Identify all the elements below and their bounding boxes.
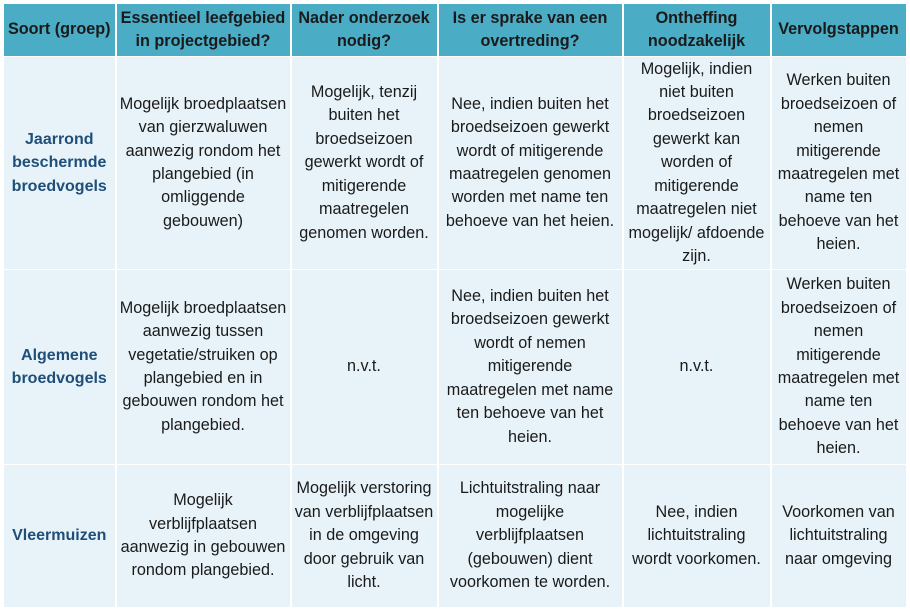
- onderzoek-cell: Mogelijk verstoring van verblijfplaatsen in de omgeving door gebruik van licht.: [291, 465, 438, 608]
- header-ontheffing: Ontheffing noodzakelijk: [623, 4, 771, 57]
- table-row: [4, 270, 907, 465]
- vervolg-cell: Werken buiten broedseizoen of nemen mitigerende maatregelen met name ten behoeve van het heien.: [771, 57, 907, 270]
- overtreding-cell: Nee, indien buiten het broedseizoen gewerkt wordt of nemen mitigerende maatregelen met name ten behoeve van het heien.: [438, 270, 623, 465]
- species-cell: Jaarrond beschermde broedvogels: [4, 57, 116, 270]
- table-row: [4, 465, 907, 608]
- overtreding-cell: Lichtuitstraling naar mogelijke verblijfplaatsen (gebouwen) dient voorkomen te worden.: [438, 465, 623, 608]
- header-overtreding: Is er sprake van een overtreding?: [438, 4, 623, 57]
- leefgebied-cell: Mogelijk broedplaatsen van gierzwaluwen aanwezig rondom het plangebied (in omliggende gebouwen): [116, 57, 291, 270]
- species-cell: Vleermuizen: [4, 465, 116, 608]
- table-header: [4, 4, 907, 57]
- header-onderzoek: Nader onderzoek nodig?: [291, 4, 438, 57]
- vervolg-cell: Voorkomen van lichtuitstraling naar omgeving: [771, 465, 907, 608]
- table-body: [4, 57, 907, 608]
- ontheffing-cell: Mogelijk, indien niet buiten broedseizoen gewerkt kan worden of mitigerende maatregelen niet mogelijk/ afdoende zijn.: [623, 57, 771, 270]
- header-soort: Soort (groep): [4, 4, 116, 57]
- leefgebied-cell: Mogelijk verblijfplaatsen aanwezig in gebouwen rondom plangebied.: [116, 465, 291, 608]
- onderzoek-cell: n.v.t.: [291, 270, 438, 465]
- leefgebied-cell: Mogelijk broedplaatsen aanwezig tussen vegetatie/struiken op plangebied en in gebouwen rondom het plangebied.: [116, 270, 291, 465]
- header-row: [4, 4, 907, 57]
- onderzoek-cell: Mogelijk, tenzij buiten het broedseizoen gewerkt wordt of mitigerende maatregelen genomen worden.: [291, 57, 438, 270]
- header-leefgebied: Essentieel leefgebied in projectgebied?: [116, 4, 291, 57]
- vervolg-cell: Werken buiten broedseizoen of nemen mitigerende maatregelen met name ten behoeve van het heien.: [771, 270, 907, 465]
- overtreding-cell: Nee, indien buiten het broedseizoen gewerkt wordt of mitigerende maatregelen genomen worden met name ten behoeve van het heien.: [438, 57, 623, 270]
- species-cell: Algemene broedvogels: [4, 270, 116, 465]
- table-row: [4, 57, 907, 270]
- species-assessment-table: [3, 3, 908, 608]
- ontheffing-cell: Nee, indien lichtuitstraling wordt voorkomen.: [623, 465, 771, 608]
- ontheffing-cell: n.v.t.: [623, 270, 771, 465]
- header-vervolgstappen: Vervolgstappen: [771, 4, 907, 57]
